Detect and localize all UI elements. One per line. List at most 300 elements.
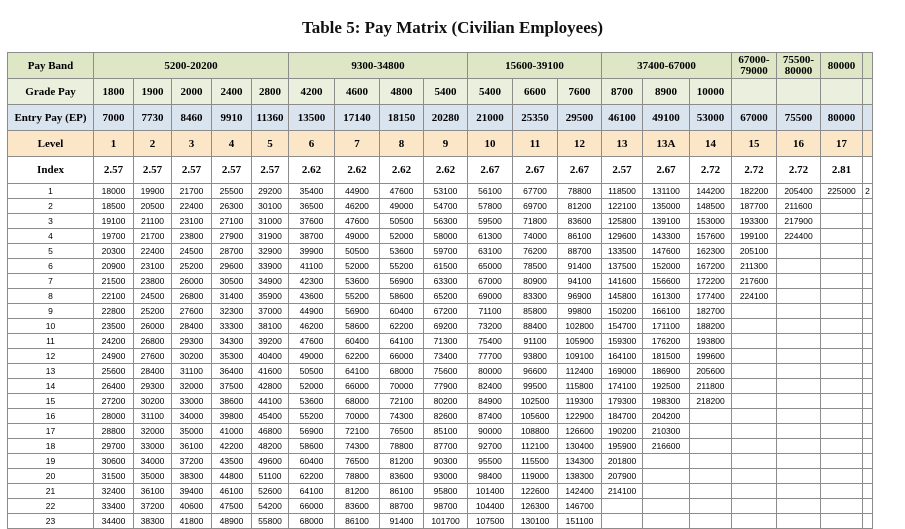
grade-pay-cell: 8700 [602,79,643,105]
level-cell: 4 [212,131,252,157]
grade-pay-cell: 2000 [172,79,212,105]
pay-cell: 58600 [380,289,424,304]
entry-pay-cell: 8460 [172,105,212,131]
pay-cell: 105600 [513,409,558,424]
pay-cell [821,304,863,319]
pay-cell: 201800 [602,454,643,469]
pay-cell: 217600 [732,274,777,289]
pay-cell: 225000 [821,184,863,199]
pay-cell: 31100 [172,364,212,379]
pay-cell: 174100 [602,379,643,394]
index-number-cell: 1 [8,184,94,199]
pay-cell: 205100 [732,244,777,259]
pay-cell: 41600 [252,364,289,379]
pay-cell: 188200 [690,319,732,334]
pay-cell [821,499,863,514]
pay-cell: 35000 [172,424,212,439]
pay-cell: 24500 [172,244,212,259]
pay-cell: 54200 [252,499,289,514]
pay-cell [777,514,821,529]
pay-cell [602,499,643,514]
pay-cell: 86100 [558,229,602,244]
pay-cell: 66000 [380,349,424,364]
pay-cell [821,484,863,499]
pay-cell: 35000 [134,469,172,484]
pay-cell: 91100 [513,334,558,349]
grade-pay-cell: 6600 [513,79,558,105]
table-row [8,499,873,514]
pay-cell: 34000 [134,454,172,469]
pay-cell: 34000 [172,409,212,424]
pay-cell: 74000 [513,229,558,244]
pay-cell: 29300 [134,379,172,394]
pay-cell [863,274,873,289]
pay-cell: 26300 [212,199,252,214]
pay-cell [821,409,863,424]
pay-cell: 24900 [94,349,134,364]
index-label: Index [8,157,94,184]
pay-cell: 184700 [602,409,643,424]
pay-cell [643,484,690,499]
index-number-cell: 14 [8,379,94,394]
pay-cell: 141600 [602,274,643,289]
pay-cell: 59500 [468,214,513,229]
pay-cell: 48900 [212,514,252,529]
pay-cell: 78800 [380,439,424,454]
level-cell: 17 [821,131,863,157]
pay-cell [863,244,873,259]
pay-cell: 32000 [172,379,212,394]
pay-cell: 67700 [513,184,558,199]
pay-cell: 53600 [335,274,380,289]
pay-cell: 119000 [513,469,558,484]
pay-cell: 61500 [424,259,468,274]
pay-cell: 26000 [134,319,172,334]
entry-pay-cell: 46100 [602,105,643,131]
pay-cell: 19900 [134,184,172,199]
pay-cell: 211600 [777,199,821,214]
pay-cell [821,439,863,454]
pay-cell: 62200 [380,319,424,334]
index-number-cell: 21 [8,484,94,499]
pay-cell: 35900 [252,289,289,304]
pay-cell: 24500 [134,289,172,304]
pay-cell: 46200 [335,199,380,214]
pay-cell: 55200 [380,259,424,274]
pay-cell [777,334,821,349]
pay-cell: 25500 [212,184,252,199]
pay-cell [863,349,873,364]
pay-cell: 73200 [468,319,513,334]
index-row [8,157,873,184]
pay-cell: 38100 [252,319,289,334]
pay-cell: 207900 [602,469,643,484]
pay-cell: 134300 [558,454,602,469]
pay-cell: 46100 [212,484,252,499]
pay-cell: 29700 [94,439,134,454]
pay-cell: 47600 [380,184,424,199]
level-cell: 1 [94,131,134,157]
pay-cell: 199600 [690,349,732,364]
pay-cell: 159300 [602,334,643,349]
pay-cell: 88700 [558,244,602,259]
entry-pay-cell: 49100 [643,105,690,131]
pay-cell [732,499,777,514]
pay-cell: 58600 [335,319,380,334]
pay-cell: 20500 [134,199,172,214]
pay-cell: 39900 [289,244,335,259]
pay-cell: 182700 [690,304,732,319]
pay-cell: 41100 [289,259,335,274]
pay-cell: 76200 [513,244,558,259]
pay-cell: 34300 [212,334,252,349]
pay-cell: 49000 [289,349,335,364]
table-row [8,184,873,199]
pay-cell: 83600 [558,214,602,229]
pay-cell [863,259,873,274]
pay-cell [732,304,777,319]
pay-cell: 177400 [690,289,732,304]
pay-cell: 211300 [732,259,777,274]
index-number-cell: 2 [8,199,94,214]
entry-pay-cell: 75500 [777,105,821,131]
pay-cell: 66000 [335,379,380,394]
pay-cell: 96600 [513,364,558,379]
pay-cell [732,439,777,454]
pay-cell: 218200 [690,394,732,409]
pay-cell [863,319,873,334]
pay-cell: 32900 [252,244,289,259]
pay-cell: 52000 [380,229,424,244]
table-row [8,214,873,229]
pay-cell: 172200 [690,274,732,289]
pay-cell [777,454,821,469]
pay-cell: 21500 [94,274,134,289]
pay-cell [732,349,777,364]
pay-cell [690,454,732,469]
pay-cell [821,289,863,304]
pay-cell [777,409,821,424]
entry-pay-cell: 18150 [380,105,424,131]
grade-pay-cell: 4600 [335,79,380,105]
pay-cell: 211800 [690,379,732,394]
table-row [8,259,873,274]
pay-cell: 56100 [468,184,513,199]
pay-cell: 46200 [289,319,335,334]
grade-pay-row [8,79,873,105]
pay-band-cell: 15600-39100 [468,53,602,79]
pay-cell: 31000 [252,214,289,229]
index-number-cell: 3 [8,214,94,229]
table-row [8,409,873,424]
pay-cell: 105900 [558,334,602,349]
pay-cell: 51100 [252,469,289,484]
pay-cell: 29300 [172,334,212,349]
pay-cell: 33900 [252,259,289,274]
level-cell: 6 [289,131,335,157]
pay-cell: 88400 [513,319,558,334]
pay-cell: 122600 [513,484,558,499]
pay-cell [863,514,873,529]
pay-cell: 42800 [252,379,289,394]
pay-cell: 42300 [289,274,335,289]
pay-cell [863,454,873,469]
pay-cell [777,394,821,409]
pay-cell [643,454,690,469]
pay-cell: 36100 [172,439,212,454]
level-cell [863,131,873,157]
index-number-cell: 23 [8,514,94,529]
pay-cell [732,319,777,334]
pay-cell: 37500 [212,379,252,394]
pay-cell: 74300 [380,409,424,424]
pay-cell: 98400 [468,469,513,484]
pay-cell: 72100 [380,394,424,409]
pay-cell [777,469,821,484]
level-cell: 13 [602,131,643,157]
pay-cell: 152000 [643,259,690,274]
pay-cell: 44900 [335,184,380,199]
pay-cell: 77700 [468,349,513,364]
pay-cell: 162300 [690,244,732,259]
grade-pay-cell: 7600 [558,79,602,105]
pay-cell: 38600 [212,394,252,409]
table-row [8,364,873,379]
pay-cell [643,514,690,529]
pay-cell [777,319,821,334]
pay-cell [863,499,873,514]
entry-pay-cell: 53000 [690,105,732,131]
level-cell: 2 [134,131,172,157]
pay-cell: 75400 [468,334,513,349]
level-row [8,131,873,157]
pay-cell: 108800 [513,424,558,439]
pay-cell [777,379,821,394]
pay-cell [863,214,873,229]
pay-cell [777,439,821,454]
pay-cell: 27600 [172,304,212,319]
level-cell: 9 [424,131,468,157]
pay-cell: 29600 [212,259,252,274]
pay-cell: 176200 [643,334,690,349]
pay-cell [732,379,777,394]
pay-cell: 93800 [513,349,558,364]
pay-cell: 115500 [513,454,558,469]
pay-cell [821,334,863,349]
pay-cell: 86100 [380,484,424,499]
pay-cell: 63100 [468,244,513,259]
index-number-cell: 17 [8,424,94,439]
pay-cell: 23800 [172,229,212,244]
pay-cell [777,259,821,274]
pay-cell: 20300 [94,244,134,259]
pay-cell: 126300 [513,499,558,514]
level-cell: 10 [468,131,513,157]
pay-cell: 32300 [212,304,252,319]
pay-cell: 23500 [94,319,134,334]
pay-cell: 190200 [602,424,643,439]
pay-cell [821,214,863,229]
pay-cell [863,394,873,409]
table-row [8,469,873,484]
pay-cell [863,379,873,394]
index-cell: 2.57 [602,157,643,184]
pay-cell: 204200 [643,409,690,424]
pay-cell: 36400 [212,364,252,379]
pay-cell: 25200 [134,304,172,319]
pay-cell: 70000 [335,409,380,424]
pay-cell: 55200 [335,289,380,304]
pay-band-cell: 5200-20200 [94,53,289,79]
pay-cell: 81200 [380,454,424,469]
pay-cell: 186900 [643,364,690,379]
table-row [8,199,873,214]
pay-cell [821,364,863,379]
pay-cell: 55200 [289,409,335,424]
entry-pay-cell: 13500 [289,105,335,131]
pay-cell: 26000 [172,274,212,289]
pay-cell: 31400 [212,289,252,304]
pay-cell: 43500 [212,454,252,469]
pay-cell: 67200 [424,304,468,319]
table-row [8,454,873,469]
pay-cell: 53600 [380,244,424,259]
grade-pay-cell: 10000 [690,79,732,105]
pay-cell: 37200 [134,499,172,514]
pay-cell: 21700 [172,184,212,199]
pay-cell: 53100 [424,184,468,199]
level-cell: 13A [643,131,690,157]
grade-pay-cell: 4800 [380,79,424,105]
pay-band-cell: 67000- 79000 [732,53,777,79]
pay-cell: 161300 [643,289,690,304]
pay-cell: 101700 [424,514,468,529]
pay-cell: 130100 [513,514,558,529]
grade-pay-cell: 1900 [134,79,172,105]
pay-cell: 73400 [424,349,468,364]
pay-cell: 37600 [289,214,335,229]
pay-cell: 32000 [134,424,172,439]
pay-cell: 30500 [212,274,252,289]
pay-cell: 49000 [335,229,380,244]
pay-cell: 53600 [289,394,335,409]
pay-band-cell: 37400-67000 [602,53,732,79]
entry-pay-cell: 67000 [732,105,777,131]
grade-pay-cell: 1800 [94,79,134,105]
pay-cell [732,469,777,484]
pay-cell [777,499,821,514]
pay-cell: 26400 [94,379,134,394]
pay-cell: 99500 [513,379,558,394]
pay-cell: 94100 [558,274,602,289]
pay-cell: 34900 [252,274,289,289]
entry-pay-cell: 9910 [212,105,252,131]
pay-cell [777,349,821,364]
pay-cell: 28700 [212,244,252,259]
pay-cell: 150200 [602,304,643,319]
pay-cell [821,349,863,364]
pay-cell: 23100 [172,214,212,229]
pay-cell: 30200 [134,394,172,409]
pay-cell: 68000 [380,364,424,379]
pay-cell: 30600 [94,454,134,469]
pay-cell: 18000 [94,184,134,199]
pay-cell: 27600 [134,349,172,364]
pay-cell: 130400 [558,439,602,454]
index-number-cell: 22 [8,499,94,514]
pay-cell [863,409,873,424]
pay-cell: 38300 [172,469,212,484]
pay-cell: 193800 [690,334,732,349]
pay-cell: 122100 [602,199,643,214]
pay-cell [777,424,821,439]
pay-cell: 70000 [380,379,424,394]
pay-cell: 52000 [289,379,335,394]
pay-cell: 65200 [424,289,468,304]
pay-cell [863,289,873,304]
pay-cell: 146700 [558,499,602,514]
pay-cell: 76500 [380,424,424,439]
table-row [8,244,873,259]
pay-cell: 210300 [643,424,690,439]
index-cell [863,157,873,184]
table-row [8,334,873,349]
grade-pay-cell: 8900 [643,79,690,105]
index-cell: 2.62 [335,157,380,184]
pay-cell: 181500 [643,349,690,364]
pay-cell: 60400 [335,334,380,349]
index-number-cell: 11 [8,334,94,349]
pay-cell: 112400 [558,364,602,379]
pay-cell: 23100 [134,259,172,274]
pay-cell: 69700 [513,199,558,214]
pay-cell: 46800 [252,424,289,439]
pay-cell: 84900 [468,394,513,409]
entry-pay-cell [863,105,873,131]
index-number-cell: 20 [8,469,94,484]
pay-cell [863,199,873,214]
pay-cell: 55800 [252,514,289,529]
pay-cell [690,424,732,439]
pay-cell: 26800 [172,289,212,304]
pay-cell: 122900 [558,409,602,424]
index-cell: 2.57 [134,157,172,184]
pay-cell: 182200 [732,184,777,199]
level-cell: 7 [335,131,380,157]
pay-cell: 21700 [134,229,172,244]
table-row [8,379,873,394]
grade-pay-cell: 2400 [212,79,252,105]
pay-cell: 36100 [134,484,172,499]
pay-cell [732,514,777,529]
pay-cell [821,454,863,469]
table-row [8,319,873,334]
pay-cell: 43600 [289,289,335,304]
pay-cell: 95500 [468,454,513,469]
pay-cell: 96900 [558,289,602,304]
pay-cell: 63300 [424,274,468,289]
pay-cell: 57800 [468,199,513,214]
pay-cell: 33300 [212,319,252,334]
pay-cell [821,229,863,244]
pay-cell: 56300 [424,214,468,229]
pay-cell: 67000 [468,274,513,289]
pay-cell [732,394,777,409]
pay-cell: 129600 [602,229,643,244]
table-row [8,484,873,499]
pay-cell: 179300 [602,394,643,409]
index-cell: 2.67 [558,157,602,184]
